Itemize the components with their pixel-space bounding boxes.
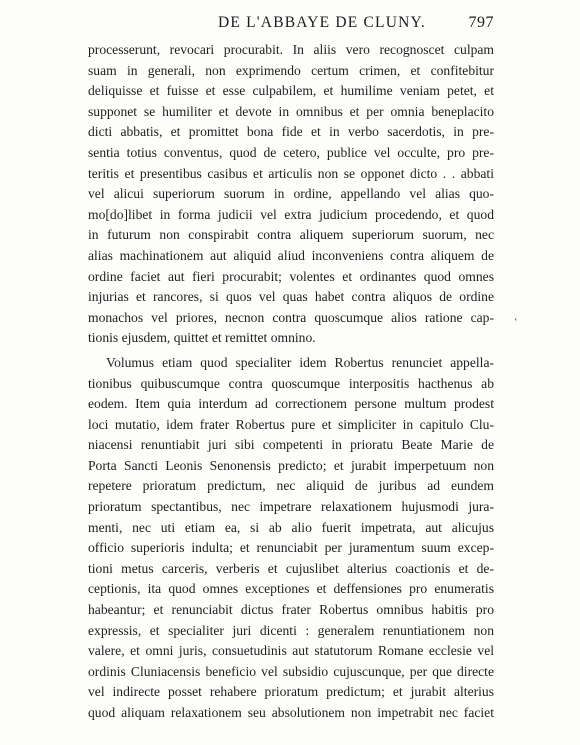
text-line: officio superioris indulta; et renunciabit per juramentum suum excep- [88, 540, 494, 556]
text-line: tionibus quibuscumque contra quoscumque interpositis hacthenus ab [88, 375, 494, 391]
text-line: loci mutatio, idem frater Robertus pure et simpliciter in capitulo Clu- [88, 416, 494, 432]
text-line: mo[do]libet in forma judicii vel extra judicium procedendo, et quod [88, 206, 494, 222]
text-line: vel indirecte posset rehabere prioratum predictum; et jurabit alterius [88, 684, 494, 700]
text-line: in futurum non conspirabit contra aliquem superiorum suorum, nec [88, 227, 494, 243]
text-line: menti, nec uti etiam ea, si ab alio fuerit impetrata, aut alicujus [88, 519, 494, 535]
paragraph-2 [88, 353, 494, 724]
running-header [88, 14, 494, 38]
text-line: valere, et omni juris, consuetudinis aut statutorum Romane ecclesie vel [88, 643, 494, 659]
margin-mark: ʻ [514, 316, 518, 328]
text-line: habeantur; et renunciabit dictus frater Robertus omnibus habitis pro [88, 602, 494, 618]
text-line: supponet se humiliter et devote in omnibus et per omnia beneplacito [88, 103, 494, 119]
text-line: repetere prioratum predictum, nec aliquid de juribus ad eundem [88, 478, 494, 494]
text-line: niacensi renuntiabit juri sibi competenti in prioratu Beate Marie de [88, 437, 494, 453]
text-line: suam in generali, non exprimendo certum crimen, et confitebitur [88, 62, 494, 78]
text-line: Volumus etiam quod specialiter idem Robertus renunciet appella- [106, 354, 494, 370]
text-line: dicti abbatis, et promittet bona fide et in verbo sacerdotis, in pre- [88, 124, 494, 140]
text-line: eodem. Item quia interdum ad correctionem persone multum prodest [88, 396, 494, 412]
text-line: expressis, et specialiter juri dicenti : generalem renuntiationem non [88, 622, 494, 638]
text-line: tioni metus carceris, verberis et cujuslibet alterius coactionis et de- [88, 560, 494, 576]
paragraph-1 [88, 40, 494, 349]
text-line: deliquisse et fuisse et esse culpabilem, et humilime veniam petet, et [88, 83, 494, 99]
text-line: quod aliquam relaxationem seu absolutionem non impetrabit nec faciet [88, 705, 494, 720]
header-title: DE L'ABBAYE DE CLUNY. [218, 14, 426, 31]
text-line: Porta Sancti Leonis Senonensis predicto; et jurabit imperpetuum non [88, 457, 494, 473]
page-number: 797 [468, 14, 494, 31]
text-line: tionis ejusdem, quittet et remittet omnino. [88, 330, 316, 346]
text-line: ordinis Cluniacensis beneficio vel subsidio cujuscunque, per que directe [88, 663, 494, 679]
text-line: teritis et presentibus casibus et articulis non se opponet dicto . . abbati [88, 165, 494, 181]
text-line: ceptionis, ita quod omnes exceptiones et deffensiones pro enumeratis [88, 581, 494, 597]
text-line: injurias et rancores, si quos vel quas habet contra aliquos de ordine [88, 289, 494, 305]
text-line: prioratum spectantibus, nec impetrare relaxationem hujusmodi jura- [88, 499, 494, 515]
body-text [88, 40, 494, 724]
text-line: alias machinationem aut aliquid aliud inconveniens contra aliquem de [88, 247, 494, 263]
text-line: processerunt, revocari procurabit. In aliis vero recognoscet culpam [88, 42, 494, 57]
text-line: sentia totius conventus, quod de cetero, publice vel occulte, pro pre- [88, 144, 494, 160]
text-line: ordine faciet aut fieri procurabit; volentes et ordinantes quod omnes [88, 268, 494, 284]
text-line: vel alicui superiorum suorum in ordine, appellando vel alias quo- [88, 186, 494, 202]
text-line: monachos vel priores, necnon contra quoscumque alios ratione cap- [88, 309, 494, 325]
